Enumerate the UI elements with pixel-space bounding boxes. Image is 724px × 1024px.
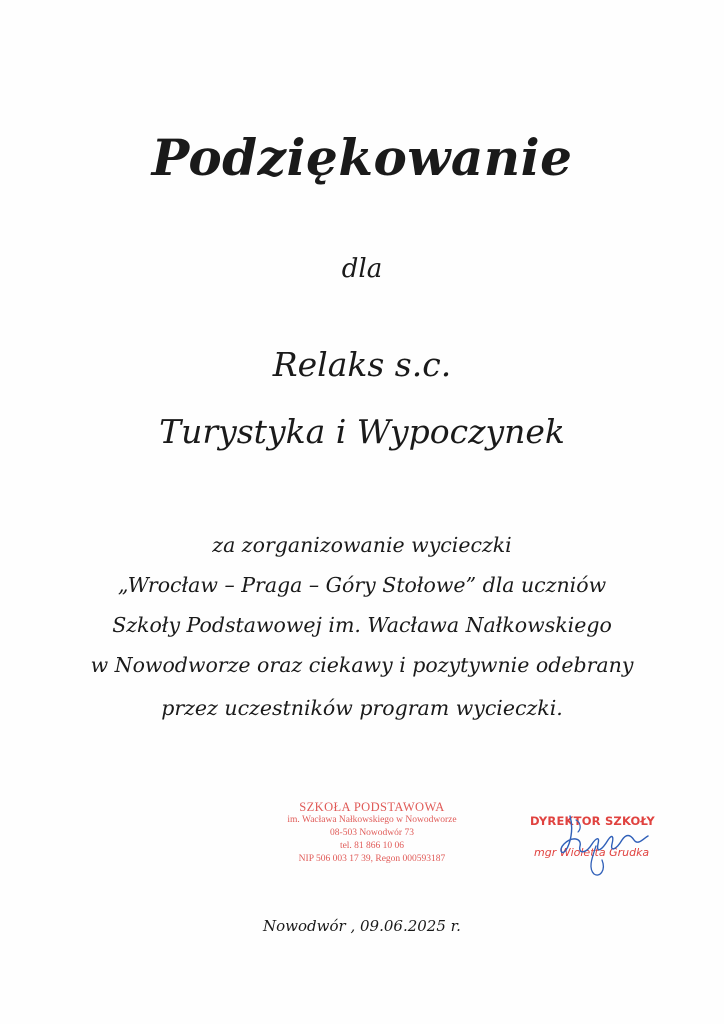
for-label: dla [341, 254, 383, 284]
body-line: w Nowodworze oraz ciekawy i pozytywnie odebrany [90, 653, 634, 677]
director-name: mgr Wioletta Grudka [534, 846, 650, 859]
date-place: Nowodwór , 09.06.2025 r. [263, 917, 461, 935]
body-line: przez uczestników program wycieczki. [161, 696, 563, 720]
body-line: Szkoły Podstawowej im. Wacława Nałkowskiego [112, 613, 612, 637]
stamp-line: im. Wacława Nałkowskiego w Nowodworze [287, 815, 457, 825]
stamp-line: NIP 506 003 17 39, Regon 000593187 [298, 854, 446, 864]
director-title: DYREKTOR SZKOŁY [530, 814, 655, 828]
body-line: za zorganizowanie wycieczki [212, 533, 512, 557]
stamp-line: tel. 81 866 10 06 [339, 841, 405, 851]
stamp-line: 08-503 Nowodwór 73 [330, 828, 414, 838]
school-stamp [268, 800, 476, 866]
company-name: Relaks s.c. [272, 345, 452, 384]
signature-icon [552, 810, 662, 878]
stamp-title: SZKOŁA PODSTAWOWA [299, 800, 445, 814]
document-title: Podziękowanie [151, 128, 573, 187]
director-stamp [522, 810, 672, 880]
company-subtitle: Turystyka i Wypoczynek [159, 412, 565, 451]
body-line: „Wrocław – Praga – Góry Stołowe” dla uczniów [117, 573, 607, 597]
